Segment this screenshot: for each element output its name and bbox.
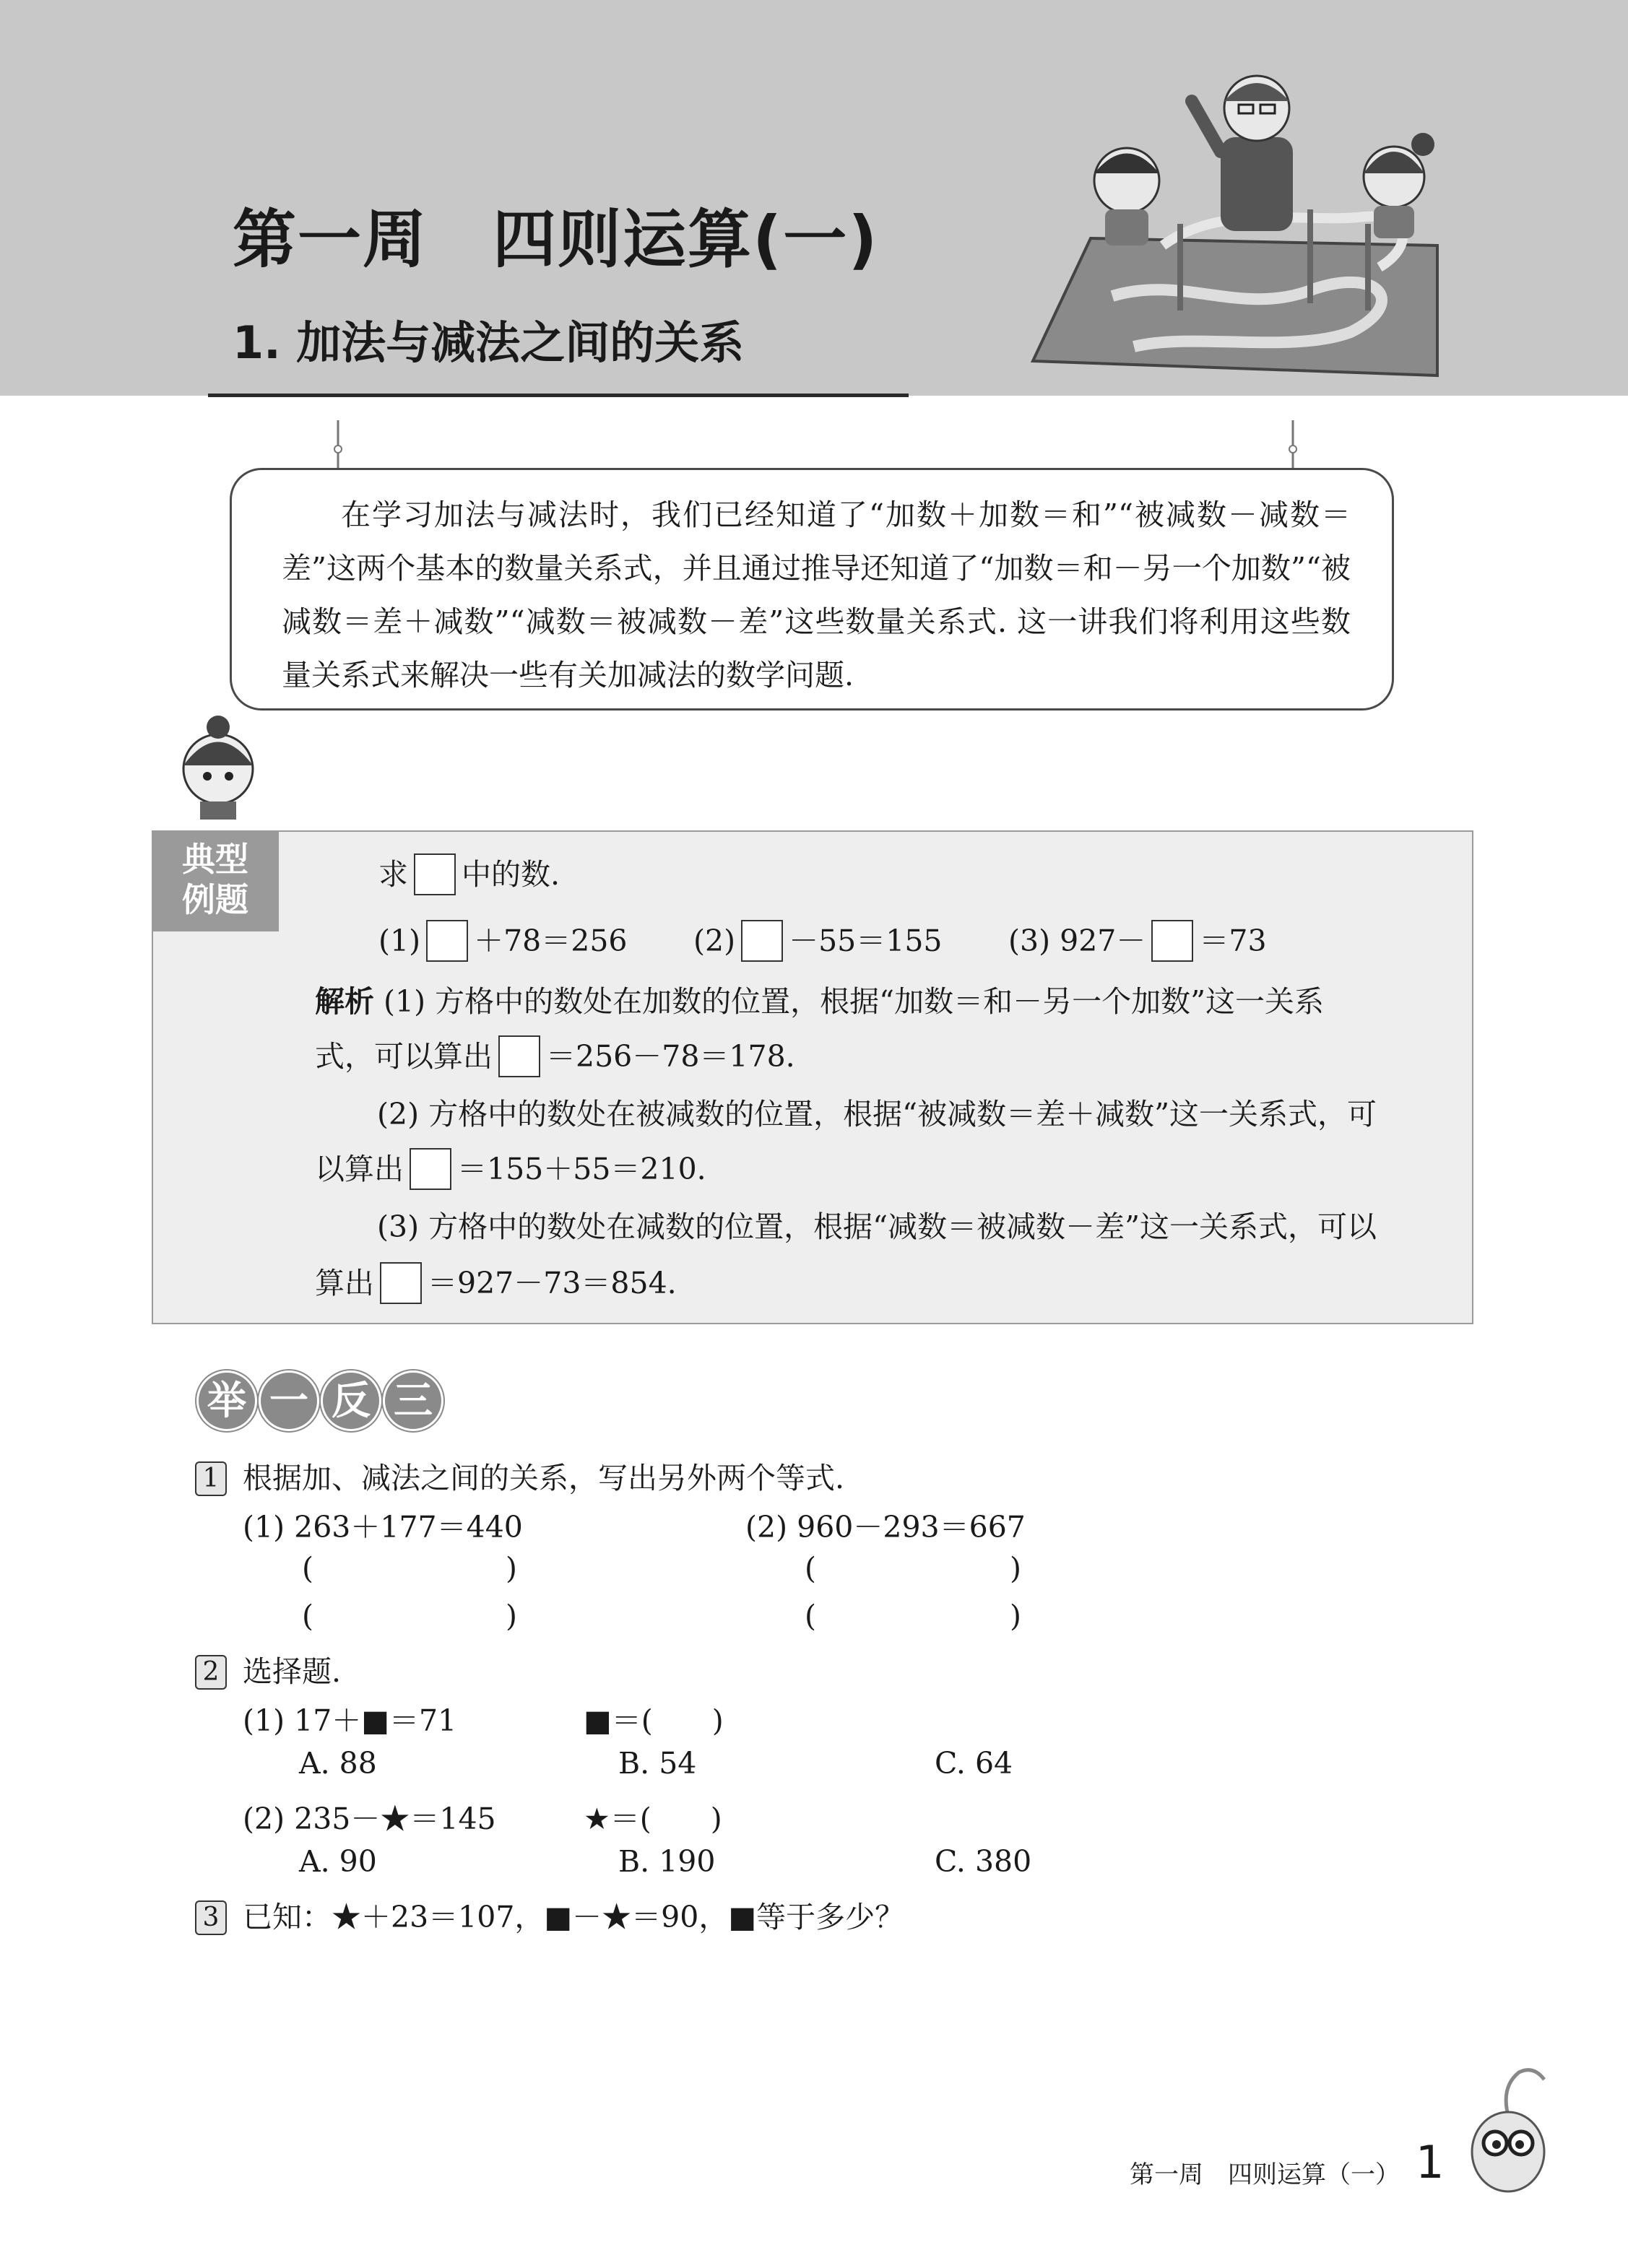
question-3-text: 已知：★＋23＝107，■－★＝90，■等于多少？ [243, 1900, 905, 1934]
example-problem-2 [693, 917, 943, 965]
example-tag [152, 830, 279, 931]
answer-paren-open: ( [302, 1599, 313, 1633]
q2-sub1: (1) 17＋■＝71 [243, 1703, 457, 1738]
answer-box [498, 1035, 540, 1077]
analysis-1-line2 [315, 1033, 795, 1080]
answer-paren-close: ) [506, 1551, 517, 1586]
problem-3-pre: (3) 927－ [1008, 924, 1146, 958]
answer-box [380, 1262, 422, 1304]
option-a: A. 88 [299, 1746, 377, 1781]
option-a: A. 90 [299, 1844, 377, 1879]
answer-paren-close: ) [506, 1599, 517, 1633]
problem-2-label: (2) [693, 924, 736, 958]
q1-equation-right: (2) 960－293＝667 [745, 1510, 1026, 1544]
practice-badge-char-4: 三 [383, 1370, 443, 1431]
answer-paren-close: ) [1010, 1599, 1021, 1633]
answer-paren-open: ( [805, 1599, 816, 1633]
intro-text: 在学习加法与减法时，我们已经知道了“加数＋加数＝和”“被减数－减数＝差”这两个基本的数量关系式，并且通过推导还知道了“加数＝和－另一个加数”“被减数＝差＋减数”“减数＝被减数－差”这些数量关系式. 这一讲我们将利用这些数量关系式来解决一些有关加减法的数学问题. [282, 498, 1351, 692]
analysis-1-text: (1) 方格中的数处在加数的位置，根据“加数＝和－另一个加数”这一关系 [374, 984, 1325, 1019]
analysis-3-line2-post: ＝927－73＝854. [428, 1266, 677, 1300]
teacher-kids-illustration [1004, 58, 1466, 390]
example-prompt [378, 851, 560, 898]
analysis-3-line2 [315, 1259, 677, 1307]
answer-box [410, 1148, 451, 1190]
example-problem-3 [1008, 917, 1267, 965]
analysis-2-line1: (2) 方格中的数处在被减数的位置，根据“被减数＝差＋减数”这一关系式，可 [377, 1097, 1377, 1131]
answer-paren-open: ( [302, 1551, 313, 1586]
analysis-1-line2-pre: 式，可以算出 [315, 1039, 493, 1074]
option-b: B. 54 [618, 1746, 697, 1781]
answer-paren-open: ( [805, 1551, 816, 1586]
analysis-2-line2-post: ＝155＋55＝210. [457, 1152, 706, 1186]
mascot-icon [1465, 2065, 1551, 2195]
answer-box [426, 920, 468, 962]
q1-equation-left: (1) 263＋177＝440 [243, 1510, 523, 1544]
problem-1-rest: ＋78＝256 [474, 924, 628, 958]
problem-3-rest: ＝73 [1199, 924, 1267, 958]
answer-box [1151, 920, 1193, 962]
analysis-2-line2-pre: 以算出 [315, 1152, 404, 1186]
practice-badge-char-1: 举 [196, 1370, 257, 1431]
question-1 [195, 1454, 844, 1498]
answer-paren-close: ) [1010, 1551, 1021, 1586]
analysis-2-line2 [315, 1145, 706, 1193]
analysis-1-line1 [315, 978, 1324, 1020]
example-tag-line2: 例题 [182, 880, 248, 919]
q2-sub2-answer: ★＝( ) [584, 1802, 722, 1836]
example-prompt-pre: 求 [378, 857, 408, 892]
question-2-text: 选择题. [243, 1654, 342, 1689]
footer-chapter-label: 第一周 四则运算（一） [1130, 2160, 1400, 2189]
option-c: C. 380 [935, 1844, 1032, 1879]
section-title: 1. 加法与减法之间的关系 [233, 316, 745, 369]
chapter-title: 第一周 四则运算(一) [233, 202, 879, 277]
question-2 [195, 1648, 341, 1692]
practice-badge-char-2: 一 [259, 1370, 319, 1431]
header-rule [208, 394, 909, 397]
box-hanger-right [1289, 420, 1297, 471]
analysis-1-line2-post: ＝256－78＝178. [546, 1039, 795, 1074]
practice-badge-char-3: 反 [321, 1370, 381, 1431]
box-hanger-left [334, 420, 342, 471]
girl-mascot-illustration [168, 711, 269, 820]
question-number: 1 [195, 1461, 227, 1496]
problem-2-rest: －55＝155 [789, 924, 943, 958]
question-number: 3 [195, 1900, 227, 1935]
example-problem-1 [378, 917, 628, 965]
problem-1-label: (1) [378, 924, 421, 958]
question-1-text: 根据加、减法之间的关系，写出另外两个等式. [243, 1461, 845, 1495]
analysis-3-line1: (3) 方格中的数处在减数的位置，根据“减数＝被减数－差”这一关系式，可以 [377, 1209, 1377, 1244]
q2-sub2: (2) 235－★＝145 [243, 1802, 496, 1836]
question-number: 2 [195, 1655, 227, 1690]
example-prompt-post: 中的数. [462, 857, 560, 892]
answer-box [414, 853, 456, 895]
analysis-label: 解析 [315, 984, 374, 1019]
answer-box [741, 920, 783, 962]
question-3 [195, 1893, 904, 1937]
q2-sub1-answer: ■＝( ) [584, 1703, 724, 1738]
analysis-3-line2-pre: 算出 [315, 1266, 374, 1300]
option-b: B. 190 [618, 1844, 716, 1879]
option-c: C. 64 [935, 1746, 1013, 1781]
page-number: 1 [1416, 2136, 1445, 2189]
example-tag-line1: 典型 [182, 840, 248, 879]
